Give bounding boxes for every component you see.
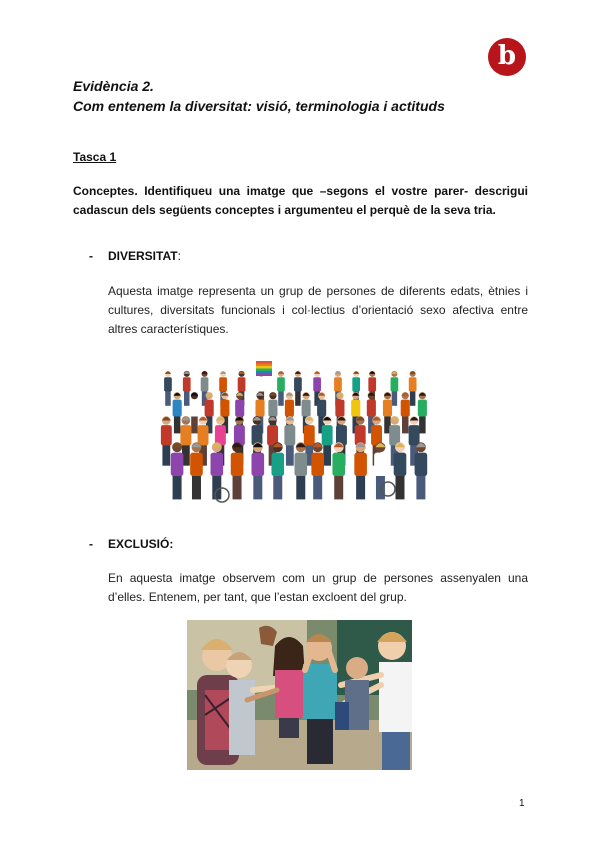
section-2-heading: EXCLUSIÓ: <box>108 537 174 551</box>
rainbow-flag-stripe <box>256 366 272 369</box>
crowd-person <box>284 416 295 466</box>
rainbow-flag-stripe <box>256 369 272 372</box>
logo-letter: b <box>497 41 517 71</box>
crowd-person <box>311 442 324 499</box>
crowd-person <box>171 442 184 499</box>
section-2-paragraph: En aquesta imatge observem com un grup de persones assenyalen una d’elles. Entenem, per tant, que l’estan excloent del grup. <box>108 571 528 604</box>
rainbow-flag-stripe <box>256 361 272 364</box>
rainbow-flag-stripe <box>256 374 272 377</box>
section-1-heading <box>108 249 181 263</box>
rainbow-flag-stripe <box>256 371 272 374</box>
document-title-line-2: Com entenem la diversitat: visió, terminologia i actituds <box>73 98 445 114</box>
intro-paragraph: Conceptes. Identifiqueu una imatge que –segons el vostre parer- descrigui cadascun dels següents conceptes i argumenteu el perquè de la seva tria. <box>73 184 528 217</box>
page-number: 1 <box>519 798 525 809</box>
diverse-crowd-illustration <box>160 357 436 507</box>
crowd-person <box>294 371 302 406</box>
section-1-bullet: - <box>89 249 93 263</box>
exclusion-photo <box>187 620 412 770</box>
crowd-person <box>164 371 172 406</box>
section-1-heading-suffix: : <box>177 249 181 263</box>
crowd-person <box>173 392 182 433</box>
crowd-person <box>161 416 172 466</box>
section-2-bullet: - <box>89 537 93 551</box>
crowd-person <box>409 371 417 406</box>
section-1-heading-text: DIVERSITAT <box>108 249 178 263</box>
crowd-person <box>294 442 307 499</box>
crowd-person <box>401 392 410 433</box>
section-1-paragraph: Aquesta imatge representa un grup de persones de diferents edats, ètnies i cultures, diversitats funcionals i col·lectius d’orientació sexo afectiva entre altres característiques. <box>108 284 528 336</box>
university-logo <box>488 38 526 76</box>
document-title-line-1: Evidència 2. <box>73 78 154 94</box>
crowd-person <box>277 371 285 406</box>
crowd-person <box>183 371 191 406</box>
crowd-person <box>354 442 367 499</box>
rainbow-flag-stripe <box>256 364 272 367</box>
task-heading: Tasca 1 <box>73 150 117 164</box>
